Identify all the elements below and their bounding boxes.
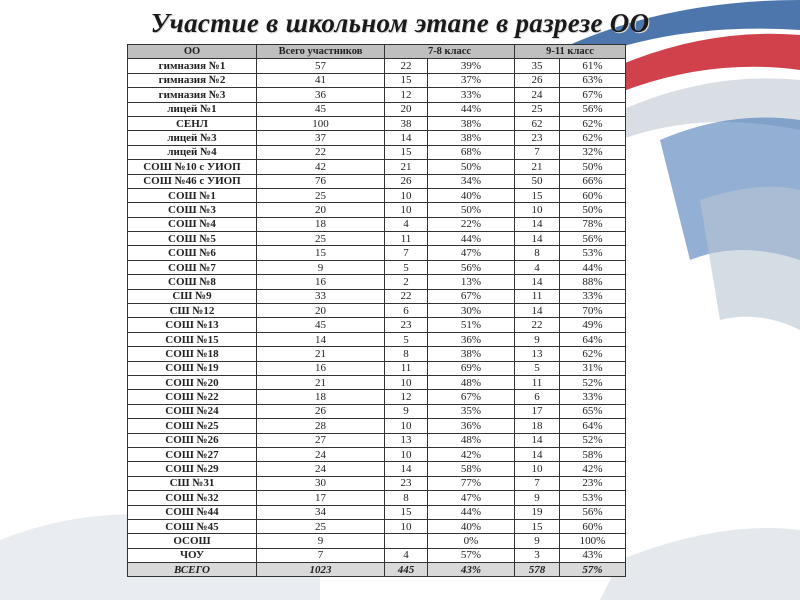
- total-participants-cell: 9: [257, 534, 385, 548]
- grades-7-8-percent-cell: 36%: [428, 419, 515, 433]
- grades-7-8-percent-cell: 44%: [428, 505, 515, 519]
- total-participants-cell: 20: [257, 203, 385, 217]
- grades-7-8-percent-cell: 38%: [428, 131, 515, 145]
- table-row: [128, 246, 626, 260]
- grades-9-11-count-cell: 14: [515, 232, 560, 246]
- table-row: [128, 534, 626, 548]
- grades-9-11-count-cell: 24: [515, 88, 560, 102]
- grades-9-11-percent-cell: 33%: [560, 289, 626, 303]
- school-name-cell: лицей №3: [128, 131, 257, 145]
- school-name-cell: СОШ №10 с УИОП: [128, 160, 257, 174]
- school-name-cell: СОШ №5: [128, 232, 257, 246]
- total-participants-cell: 100: [257, 116, 385, 130]
- school-name-cell: СОШ №45: [128, 519, 257, 533]
- grades-9-11-percent-cell: 61%: [560, 59, 626, 73]
- grades-9-11-count-cell: 11: [515, 289, 560, 303]
- grades-7-8-count-cell: 7: [385, 246, 428, 260]
- school-name-cell: СОШ №3: [128, 203, 257, 217]
- table-row: [128, 505, 626, 519]
- school-name-cell: СОШ №46 с УИОП: [128, 174, 257, 188]
- total-participants-cell: 22: [257, 145, 385, 159]
- grades-7-8-count-cell: 21: [385, 160, 428, 174]
- grades-9-11-percent-cell: 44%: [560, 260, 626, 274]
- table-row: [128, 217, 626, 231]
- school-name-cell: СОШ №4: [128, 217, 257, 231]
- grades-9-11-percent-cell: 56%: [560, 232, 626, 246]
- grades-9-11-percent-cell: 63%: [560, 73, 626, 87]
- grades-7-8-percent-cell: 38%: [428, 116, 515, 130]
- total-participants-cell: 42: [257, 160, 385, 174]
- table-row: [128, 318, 626, 332]
- school-name-cell: СОШ №6: [128, 246, 257, 260]
- grades-7-8-percent-cell: 50%: [428, 160, 515, 174]
- grades-9-11-count-cell: 11: [515, 375, 560, 389]
- school-name-cell: ОСОШ: [128, 534, 257, 548]
- grades-9-11-count-cell: 7: [515, 476, 560, 490]
- grades-7-8-percent-cell: 13%: [428, 275, 515, 289]
- table-row: [128, 419, 626, 433]
- school-name-cell: гимназия №1: [128, 59, 257, 73]
- grades-7-8-count-cell: 23: [385, 318, 428, 332]
- total-participants-cell: 57: [257, 59, 385, 73]
- table-row: [128, 375, 626, 389]
- school-name-cell: СОШ №26: [128, 433, 257, 447]
- grades-9-11-percent-cell: 100%: [560, 534, 626, 548]
- grades-7-8-count-cell: 10: [385, 447, 428, 461]
- grades-7-8-count-cell: [385, 534, 428, 548]
- grades-7-8-count-cell: 9: [385, 404, 428, 418]
- grades-9-11-count-cell: 6: [515, 390, 560, 404]
- school-name-cell: ЧОУ: [128, 548, 257, 562]
- grades-7-8-percent-cell: 0%: [428, 534, 515, 548]
- grades-7-8-percent-cell: 69%: [428, 361, 515, 375]
- total-participants-cell: 45: [257, 102, 385, 116]
- header-oo: ОО: [128, 45, 257, 59]
- school-name-cell: СШ №12: [128, 304, 257, 318]
- grades-7-8-count-cell: 10: [385, 188, 428, 202]
- total-participants-cell: 20: [257, 304, 385, 318]
- grades-7-8-count-cell: 15: [385, 145, 428, 159]
- grades-9-11-count-cell: 22: [515, 318, 560, 332]
- grades-7-8-percent-cell: 48%: [428, 433, 515, 447]
- grades-7-8-count-cell: 11: [385, 361, 428, 375]
- grades-7-8-count-cell: 14: [385, 462, 428, 476]
- grades-9-11-count-cell: 14: [515, 217, 560, 231]
- grades-9-11-count-cell: 14: [515, 433, 560, 447]
- school-name-cell: СОШ №32: [128, 491, 257, 505]
- grades-7-8-count-cell: 8: [385, 347, 428, 361]
- grades-9-11-percent-cell: 53%: [560, 491, 626, 505]
- table-row: [128, 188, 626, 202]
- table-row: [128, 433, 626, 447]
- total-grades-9-11-percent-cell: 57%: [560, 563, 626, 577]
- grades-9-11-count-cell: 62: [515, 116, 560, 130]
- table-row: [128, 304, 626, 318]
- grades-7-8-count-cell: 10: [385, 203, 428, 217]
- grades-7-8-percent-cell: 42%: [428, 447, 515, 461]
- total-participants-cell: 24: [257, 447, 385, 461]
- table-header-row: [128, 45, 626, 59]
- grades-9-11-count-cell: 50: [515, 174, 560, 188]
- table-row: [128, 232, 626, 246]
- grades-7-8-percent-cell: 68%: [428, 145, 515, 159]
- total-participants-cell: 25: [257, 519, 385, 533]
- grades-7-8-count-cell: 11: [385, 232, 428, 246]
- grades-7-8-count-cell: 22: [385, 59, 428, 73]
- table-row: [128, 260, 626, 274]
- grades-9-11-count-cell: 21: [515, 160, 560, 174]
- table-row: [128, 203, 626, 217]
- grades-9-11-percent-cell: 60%: [560, 188, 626, 202]
- school-name-cell: СОШ №20: [128, 375, 257, 389]
- total-participants-cell: 33: [257, 289, 385, 303]
- total-participants-cell: 18: [257, 390, 385, 404]
- grades-9-11-percent-cell: 31%: [560, 361, 626, 375]
- grades-9-11-count-cell: 19: [515, 505, 560, 519]
- grades-7-8-count-cell: 38: [385, 116, 428, 130]
- grades-7-8-percent-cell: 44%: [428, 102, 515, 116]
- grades-9-11-percent-cell: 42%: [560, 462, 626, 476]
- school-name-cell: лицей №1: [128, 102, 257, 116]
- table-row: [128, 174, 626, 188]
- school-name-cell: СОШ №22: [128, 390, 257, 404]
- grades-7-8-count-cell: 8: [385, 491, 428, 505]
- school-name-cell: СОШ №13: [128, 318, 257, 332]
- results-table-container: [127, 44, 625, 577]
- grades-7-8-percent-cell: 40%: [428, 519, 515, 533]
- school-name-cell: СОШ №19: [128, 361, 257, 375]
- grades-9-11-count-cell: 17: [515, 404, 560, 418]
- grades-7-8-percent-cell: 50%: [428, 203, 515, 217]
- grades-7-8-percent-cell: 48%: [428, 375, 515, 389]
- school-name-cell: СОШ №24: [128, 404, 257, 418]
- table-row: [128, 361, 626, 375]
- total-participants-cell: 36: [257, 88, 385, 102]
- grades-7-8-count-cell: 4: [385, 217, 428, 231]
- school-name-cell: СОШ №29: [128, 462, 257, 476]
- grades-7-8-percent-cell: 56%: [428, 260, 515, 274]
- grades-9-11-percent-cell: 52%: [560, 375, 626, 389]
- grades-7-8-count-cell: 15: [385, 73, 428, 87]
- table-total-row: [128, 563, 626, 577]
- school-name-cell: гимназия №2: [128, 73, 257, 87]
- total-participants-cell: 27: [257, 433, 385, 447]
- grades-7-8-percent-cell: 34%: [428, 174, 515, 188]
- header-total-participants: Всего участников: [257, 45, 385, 59]
- grades-7-8-percent-cell: 47%: [428, 246, 515, 260]
- total-participants-cell: 45: [257, 318, 385, 332]
- table-row: [128, 462, 626, 476]
- total-participants-cell: 16: [257, 361, 385, 375]
- school-name-cell: СОШ №1: [128, 188, 257, 202]
- grades-9-11-count-cell: 14: [515, 304, 560, 318]
- grades-9-11-count-cell: 14: [515, 275, 560, 289]
- school-name-cell: СШ №31: [128, 476, 257, 490]
- grades-7-8-percent-cell: 51%: [428, 318, 515, 332]
- grades-7-8-percent-cell: 40%: [428, 188, 515, 202]
- participation-table: [127, 44, 626, 577]
- grades-7-8-count-cell: 26: [385, 174, 428, 188]
- grades-9-11-count-cell: 23: [515, 131, 560, 145]
- grades-9-11-count-cell: 9: [515, 534, 560, 548]
- grades-9-11-count-cell: 9: [515, 332, 560, 346]
- grades-9-11-percent-cell: 33%: [560, 390, 626, 404]
- grades-7-8-count-cell: 14: [385, 131, 428, 145]
- grades-7-8-count-cell: 2: [385, 275, 428, 289]
- grades-9-11-percent-cell: 64%: [560, 419, 626, 433]
- grades-9-11-percent-cell: 64%: [560, 332, 626, 346]
- total-participants-cell: 25: [257, 188, 385, 202]
- school-name-cell: СОШ №44: [128, 505, 257, 519]
- grades-9-11-percent-cell: 58%: [560, 447, 626, 461]
- grades-7-8-count-cell: 5: [385, 332, 428, 346]
- table-row: [128, 447, 626, 461]
- school-name-cell: СШ №9: [128, 289, 257, 303]
- table-row: [128, 390, 626, 404]
- total-participants-cell: 28: [257, 419, 385, 433]
- grades-7-8-count-cell: 6: [385, 304, 428, 318]
- grades-7-8-percent-cell: 35%: [428, 404, 515, 418]
- total-participants-cell: 21: [257, 375, 385, 389]
- grades-7-8-count-cell: 10: [385, 375, 428, 389]
- grades-9-11-count-cell: 14: [515, 447, 560, 461]
- total-participants-cell: 16: [257, 275, 385, 289]
- header-grades-7-8: 7-8 класс: [385, 45, 515, 59]
- grades-7-8-percent-cell: 30%: [428, 304, 515, 318]
- total-participants-cell: 17: [257, 491, 385, 505]
- school-name-cell: СОШ №27: [128, 447, 257, 461]
- right-grey-band: [700, 187, 800, 330]
- grades-7-8-percent-cell: 38%: [428, 347, 515, 361]
- grades-7-8-percent-cell: 36%: [428, 332, 515, 346]
- table-row: [128, 404, 626, 418]
- total-participants-cell: 34: [257, 505, 385, 519]
- table-row: [128, 289, 626, 303]
- grades-7-8-percent-cell: 58%: [428, 462, 515, 476]
- school-name-cell: СОШ №8: [128, 275, 257, 289]
- grades-9-11-count-cell: 26: [515, 73, 560, 87]
- school-name-cell: лицей №4: [128, 145, 257, 159]
- total-participants-cell: 7: [257, 548, 385, 562]
- school-name-cell: СОШ №18: [128, 347, 257, 361]
- total-participants-cell: 9: [257, 260, 385, 274]
- grades-9-11-percent-cell: 52%: [560, 433, 626, 447]
- grades-7-8-percent-cell: 67%: [428, 289, 515, 303]
- grades-9-11-count-cell: 15: [515, 519, 560, 533]
- grades-9-11-percent-cell: 65%: [560, 404, 626, 418]
- school-name-cell: гимназия №3: [128, 88, 257, 102]
- grades-9-11-count-cell: 4: [515, 260, 560, 274]
- grades-9-11-percent-cell: 32%: [560, 145, 626, 159]
- grades-9-11-count-cell: 9: [515, 491, 560, 505]
- table-row: [128, 491, 626, 505]
- school-name-cell: СЕНЛ: [128, 116, 257, 130]
- grades-9-11-count-cell: 7: [515, 145, 560, 159]
- total-participants-cell: 41: [257, 73, 385, 87]
- grades-7-8-count-cell: 22: [385, 289, 428, 303]
- grades-7-8-percent-cell: 57%: [428, 548, 515, 562]
- grades-7-8-percent-cell: 33%: [428, 88, 515, 102]
- grades-9-11-count-cell: 15: [515, 188, 560, 202]
- grades-7-8-count-cell: 10: [385, 519, 428, 533]
- total-grades-9-11-count-cell: 578: [515, 563, 560, 577]
- table-row: [128, 145, 626, 159]
- grades-7-8-percent-cell: 67%: [428, 390, 515, 404]
- grades-7-8-count-cell: 4: [385, 548, 428, 562]
- grades-7-8-count-cell: 13: [385, 433, 428, 447]
- grades-9-11-percent-cell: 70%: [560, 304, 626, 318]
- grades-9-11-percent-cell: 53%: [560, 246, 626, 260]
- grades-9-11-count-cell: 25: [515, 102, 560, 116]
- table-row: [128, 332, 626, 346]
- grades-7-8-percent-cell: 37%: [428, 73, 515, 87]
- grades-9-11-count-cell: 13: [515, 347, 560, 361]
- grades-9-11-count-cell: 5: [515, 361, 560, 375]
- grades-9-11-count-cell: 35: [515, 59, 560, 73]
- table-row: [128, 275, 626, 289]
- table-row: [128, 59, 626, 73]
- grades-7-8-count-cell: 12: [385, 390, 428, 404]
- total-participants-cell: 37: [257, 131, 385, 145]
- grades-9-11-count-cell: 3: [515, 548, 560, 562]
- table-row: [128, 88, 626, 102]
- grades-7-8-count-cell: 23: [385, 476, 428, 490]
- grades-9-11-percent-cell: 78%: [560, 217, 626, 231]
- grades-7-8-percent-cell: 39%: [428, 59, 515, 73]
- table-row: [128, 102, 626, 116]
- table-row: [128, 160, 626, 174]
- grades-7-8-count-cell: 12: [385, 88, 428, 102]
- total-participants-cell: 14: [257, 332, 385, 346]
- grades-7-8-percent-cell: 22%: [428, 217, 515, 231]
- grades-9-11-percent-cell: 62%: [560, 131, 626, 145]
- grades-9-11-percent-cell: 62%: [560, 347, 626, 361]
- grades-7-8-count-cell: 5: [385, 260, 428, 274]
- school-name-cell: СОШ №25: [128, 419, 257, 433]
- grades-9-11-count-cell: 10: [515, 203, 560, 217]
- grades-9-11-percent-cell: 67%: [560, 88, 626, 102]
- total-participants-cell: 26: [257, 404, 385, 418]
- grades-9-11-percent-cell: 56%: [560, 102, 626, 116]
- total-participants-cell: 30: [257, 476, 385, 490]
- slide-title: Участие в школьном этапе в разрезе ОО: [150, 8, 650, 38]
- school-name-cell: СОШ №15: [128, 332, 257, 346]
- table-row: [128, 519, 626, 533]
- grades-9-11-count-cell: 18: [515, 419, 560, 433]
- total-grades-7-8-percent-cell: 43%: [428, 563, 515, 577]
- grades-9-11-count-cell: 10: [515, 462, 560, 476]
- total-school-name-cell: ВСЕГО: [128, 563, 257, 577]
- grades-7-8-count-cell: 10: [385, 419, 428, 433]
- grades-9-11-percent-cell: 62%: [560, 116, 626, 130]
- grades-9-11-percent-cell: 56%: [560, 505, 626, 519]
- total-participants-cell: 15: [257, 246, 385, 260]
- total-participants-cell: 76: [257, 174, 385, 188]
- grades-9-11-count-cell: 8: [515, 246, 560, 260]
- table-row: [128, 347, 626, 361]
- grades-7-8-count-cell: 15: [385, 505, 428, 519]
- grades-7-8-count-cell: 20: [385, 102, 428, 116]
- grades-9-11-percent-cell: 88%: [560, 275, 626, 289]
- total-participants-cell: 18: [257, 217, 385, 231]
- table-row: [128, 548, 626, 562]
- table-row: [128, 73, 626, 87]
- total-participants-cell: 21: [257, 347, 385, 361]
- grades-9-11-percent-cell: 23%: [560, 476, 626, 490]
- header-grades-9-11: 9-11 класс: [515, 45, 626, 59]
- grades-7-8-percent-cell: 44%: [428, 232, 515, 246]
- total-participants-cell: 25: [257, 232, 385, 246]
- grades-9-11-percent-cell: 60%: [560, 519, 626, 533]
- grades-9-11-percent-cell: 50%: [560, 160, 626, 174]
- grades-7-8-percent-cell: 77%: [428, 476, 515, 490]
- bottom-right-swoosh: [600, 528, 800, 600]
- table-row: [128, 131, 626, 145]
- total-grades-7-8-count-cell: 445: [385, 563, 428, 577]
- table-row: [128, 476, 626, 490]
- table-row: [128, 116, 626, 130]
- grades-9-11-percent-cell: 50%: [560, 203, 626, 217]
- grades-9-11-percent-cell: 49%: [560, 318, 626, 332]
- grades-7-8-percent-cell: 47%: [428, 491, 515, 505]
- grades-9-11-percent-cell: 43%: [560, 548, 626, 562]
- school-name-cell: СОШ №7: [128, 260, 257, 274]
- grades-9-11-percent-cell: 66%: [560, 174, 626, 188]
- total-total-participants-cell: 1023: [257, 563, 385, 577]
- total-participants-cell: 24: [257, 462, 385, 476]
